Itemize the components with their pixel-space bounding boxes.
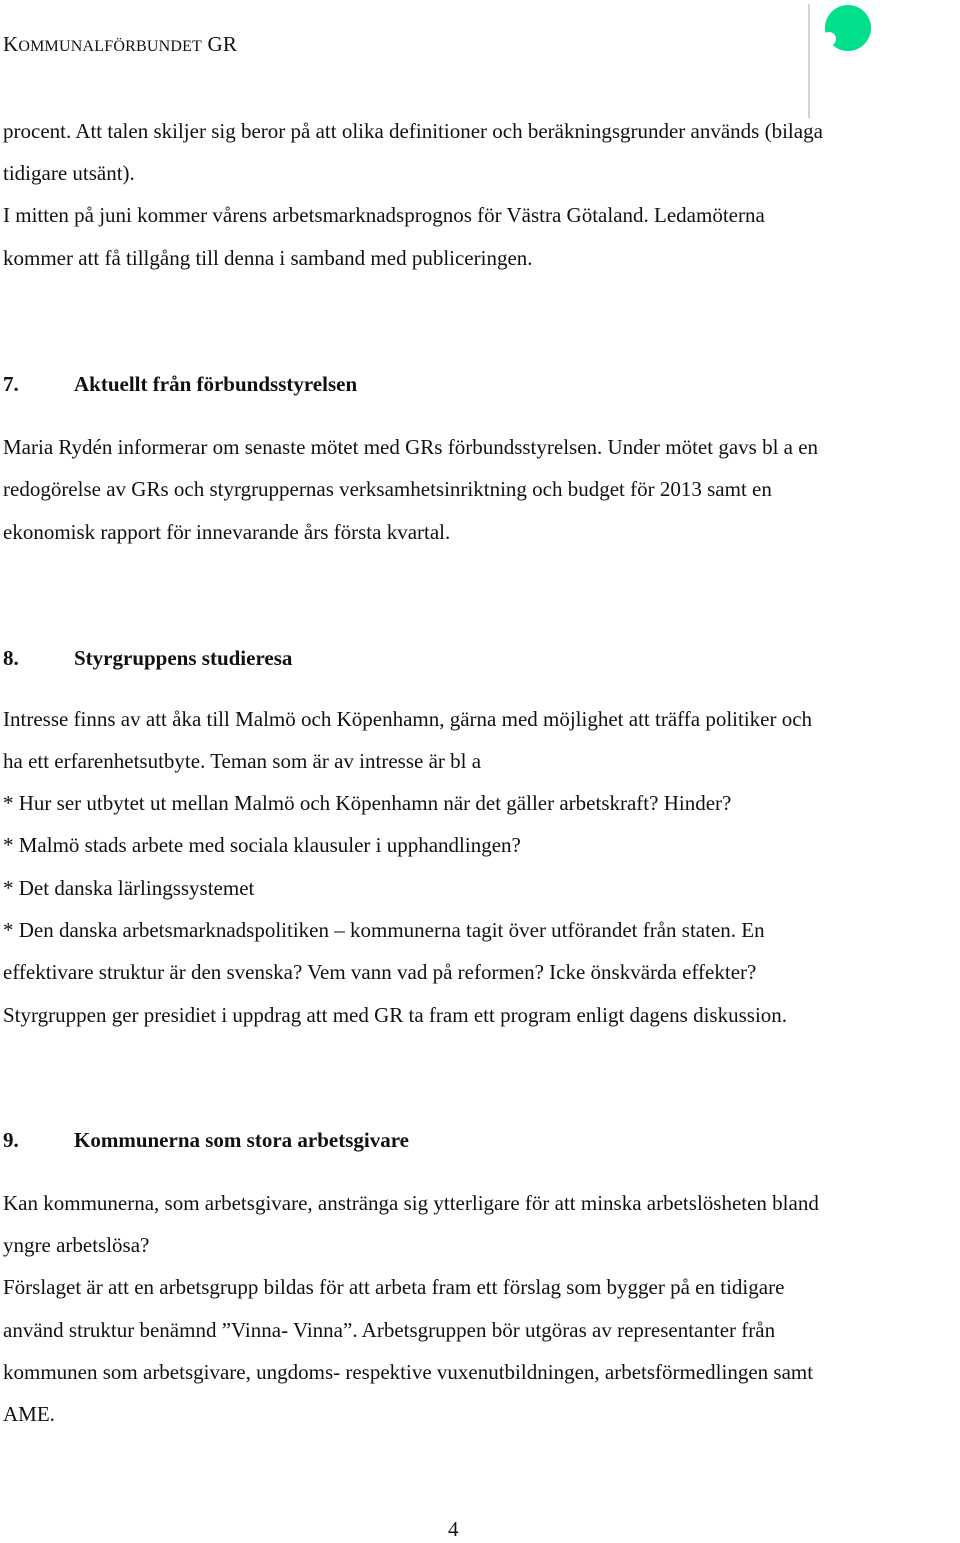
page-number: 4 xyxy=(448,1517,459,1541)
header-org-name xyxy=(3,30,237,61)
section-9-line-1: Kan kommunerna, som arbetsgivare, anstränga sig ytterligare för att minska arbetslösheten bland xyxy=(3,1191,819,1215)
section-8-heading xyxy=(3,644,292,672)
section-7-line-1: Maria Rydén informerar om senaste mötet med GRs förbundsstyrelsen. Under mötet gavs bl a en xyxy=(3,435,819,459)
intro-line-4: kommer att få tillgång till denna i samband med publiceringen. xyxy=(3,246,533,270)
header-org-rest: OMMUNALFÖRBUNDET xyxy=(18,38,203,55)
section-9-heading xyxy=(3,1126,409,1154)
intro-line-1: procent. Att talen skiljer sig beror på att olika definitioner och beräkningsgrunder används (bilaga xyxy=(3,119,823,143)
section-8-line-4: * Malmö stads arbete med sociala klausuler i upphandlingen? xyxy=(3,833,521,857)
section-9-number: 9. xyxy=(3,1128,19,1152)
section-8-title: Styrgruppens studieresa xyxy=(74,646,293,670)
section-9-line-2: yngre arbetslösa? xyxy=(3,1233,150,1257)
section-9-line-5: kommunen som arbetsgivare, ungdoms- respektive vuxenutbildningen, arbetsförmedlingen samt xyxy=(3,1360,814,1384)
header-org-first-letter: K xyxy=(3,32,19,56)
section-8-line-3: * Hur ser utbytet ut mellan Malmö och Köpenhamn när det gäller arbetskraft? Hinder? xyxy=(3,791,732,815)
intro-line-2: tidigare utsänt). xyxy=(3,161,135,185)
gr-logo-icon xyxy=(818,4,874,52)
section-9-line-6: AME. xyxy=(3,1402,55,1426)
section-7-line-3: ekonomisk rapport för innevarande års första kvartal. xyxy=(3,520,451,544)
section-7-number: 7. xyxy=(3,372,19,396)
section-7-heading xyxy=(3,370,357,398)
header-org-suffix: GR xyxy=(207,32,238,56)
section-7-title: Aktuellt från förbundsstyrelsen xyxy=(74,372,358,396)
section-9-line-3: Förslaget är att en arbetsgrupp bildas för att arbeta fram ett förslag som bygger på en tidigare xyxy=(3,1275,785,1299)
section-8-line-1: Intresse finns av att åka till Malmö och Köpenhamn, gärna med möjlighet att träffa politiker och xyxy=(3,707,813,731)
section-8-line-7: effektivare struktur är den svenska? Vem vann vad på reformen? Icke önskvärda effekter? xyxy=(3,960,757,984)
section-8-line-6: * Den danska arbetsmarknadspolitiken – kommunerna tagit över utförandet från staten. En xyxy=(3,918,765,942)
intro-line-3: I mitten på juni kommer vårens arbetsmarknadsprognos för Västra Götaland. Ledamöterna xyxy=(3,203,765,227)
section-9-line-4: använd struktur benämnd ”Vinna- Vinna”. Arbetsgruppen bör utgöras av representanter från xyxy=(3,1318,776,1342)
header-vertical-rule xyxy=(808,4,810,118)
section-8-line-2: ha ett erfarenhetsutbyte. Teman som är av intresse är bl a xyxy=(3,749,482,773)
section-7-line-2: redogörelse av GRs och styrgruppernas verksamhetsinriktning och budget för 2013 samt en xyxy=(3,477,772,501)
section-8-number: 8. xyxy=(3,646,19,670)
section-8-line-5: * Det danska lärlingssystemet xyxy=(3,876,255,900)
section-8-line-8: Styrgruppen ger presidiet i uppdrag att med GR ta fram ett program enligt dagens diskussion. xyxy=(3,1003,788,1027)
section-9-title: Kommunerna som stora arbetsgivare xyxy=(74,1128,409,1152)
